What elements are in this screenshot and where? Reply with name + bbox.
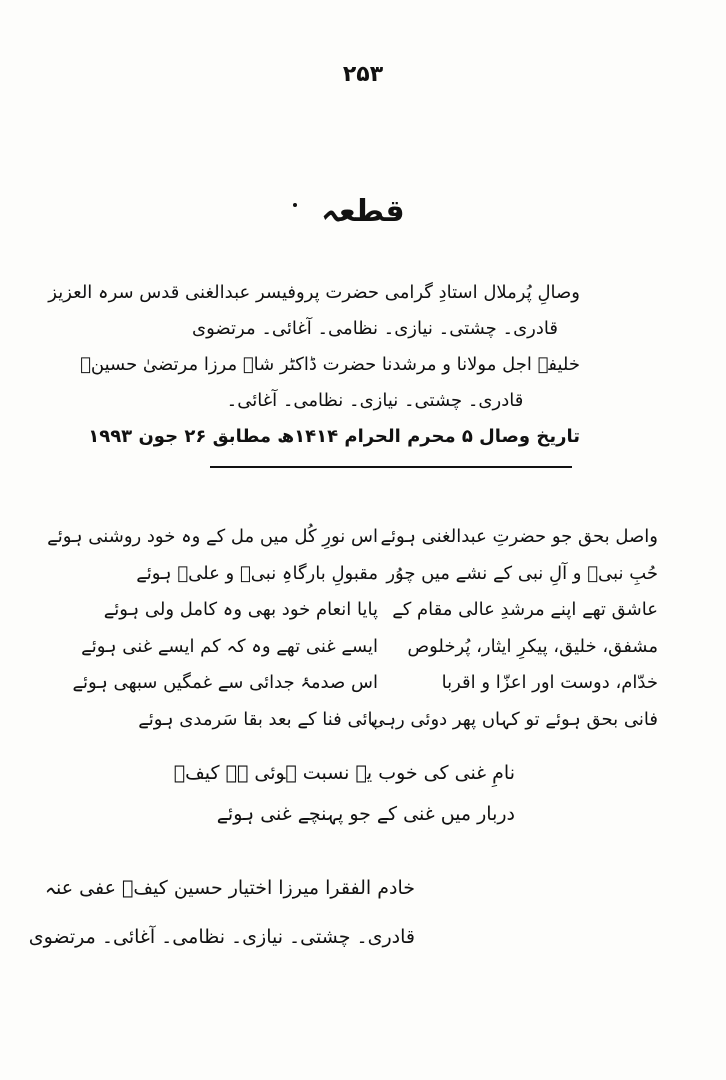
- intro-line-3: خلیفہ اجل مولانا و مرشدنا حضرت ڈاکٹر شاہ مرزا مرتضیٰ حسینؒ: [80, 354, 580, 375]
- verse-5-second-hemistich: اس صدمۂ جدائی سے غمگیں سبھی ہوئے: [72, 672, 378, 693]
- final-couplet-line-1: نامِ غنی کی خوب یہ نسبت ہوئی ہے کیفؔ: [173, 762, 515, 784]
- verse-1-first-hemistich: واصل بحق جو حضرتِ عبدالغنی ہوئے: [380, 526, 658, 547]
- verse-1-second-hemistich: اس نورِ کُل میں مل کے وہ خود روشنی ہوئے: [47, 526, 378, 547]
- verse-2-first-hemistich: حُبِ نبیؐ و آلِ نبی کے نشے میں چوُر: [386, 563, 658, 584]
- verse-2-second-hemistich: مقبولِ بارگاہِ نبیؐ و علیؑ ہوئے: [136, 563, 378, 584]
- verse-3-second-hemistich: پایا انعام خود بھی وہ کامل ولی ہوئے: [103, 599, 378, 620]
- page-number: ۲۵۳: [342, 62, 384, 87]
- verse-3-first-hemistich: عاشق تھے اپنے مرشدِ عالی مقام کے: [392, 599, 658, 620]
- intro-line-2: قادری۔ چشتی۔ نیازی۔ نظامی۔ آغائی۔ مرتضوی: [192, 318, 558, 339]
- verse-4-first-hemistich: مشفق، خلیق، پیکرِ ایثار، پُرخلوص: [407, 636, 658, 657]
- signature-name: خادم الفقرا میرزا اختیار حسین کیفؔ عفی عنہ: [44, 877, 415, 899]
- verse-5-first-hemistich: خدّام، دوست اور اعزّا و اقربا: [441, 672, 658, 693]
- verse-4-second-hemistich: ایسے غنی تھے وہ کہ کم ایسے غنی ہوئے: [81, 636, 378, 657]
- qita-heading: قطعہ: [321, 194, 405, 229]
- final-couplet-line-2: دربار میں غنی کے جو پہنچے غنی ہوئے: [216, 803, 515, 825]
- verse-6-first-hemistich: فانی بحق ہوئے تو کہاں پھر دوئی رہی: [370, 709, 658, 730]
- death-date-line: تاریخ وصال ۵ محرم الحرام ۱۴۱۴ھ مطابق ۲۶ جون ۱۹۹۳: [88, 426, 580, 447]
- date-underline: [210, 466, 572, 468]
- verse-6-second-hemistich: پائی فنا کے بعد بقا سَرمدی ہوئے: [138, 709, 378, 730]
- signature-affiliation: قادری۔ چشتی۔ نیازی۔ نظامی۔ آغائی۔ مرتضوی: [28, 926, 415, 948]
- intro-line-4: قادری۔ چشتی۔ نیازی۔ نظامی۔ آغائی۔: [226, 390, 524, 411]
- intro-line-1: وصالِ پُرملال استادِ گرامی حضرت پروفیسر عبدالغنی قدس سرہ العزیز: [48, 282, 580, 303]
